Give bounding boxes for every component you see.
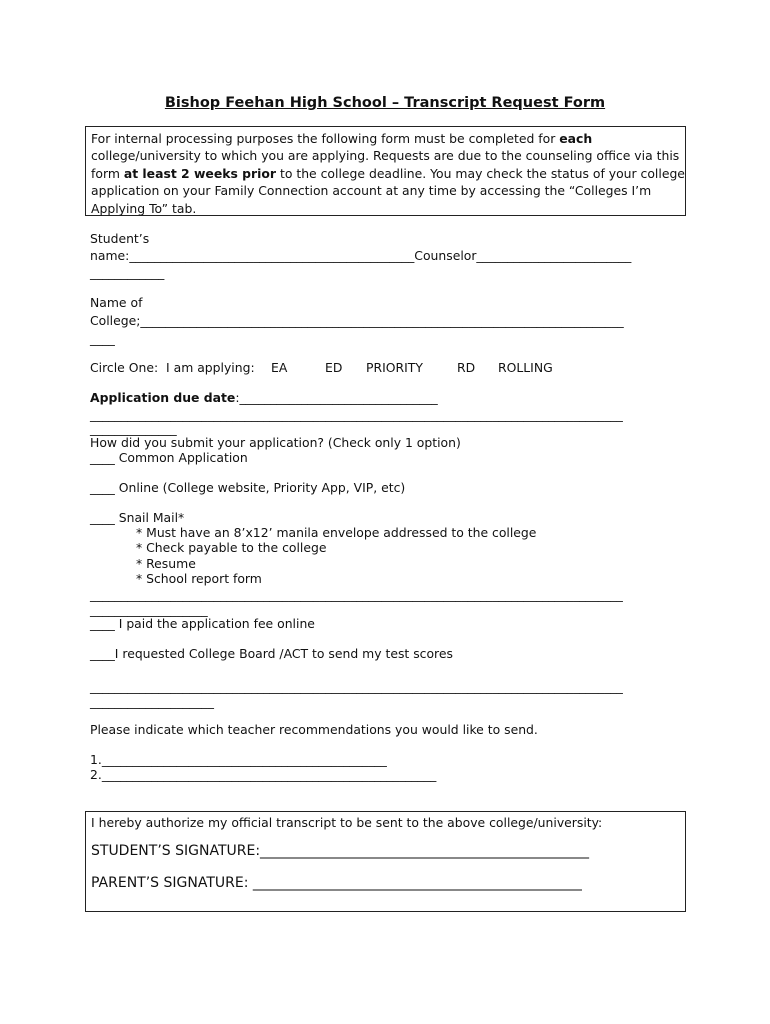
parent-signature-field[interactable]: PARENT’S SIGNATURE: _______________________________________________ — [91, 875, 582, 891]
recommendations-prompt: Please indicate which teacher recommendations you would like to send. — [90, 722, 538, 737]
intro-bold-deadline: at least 2 weeks prior — [123, 165, 277, 181]
due-date-blank: :________________________________ — [235, 390, 438, 405]
separator-line-short: ___________________ — [90, 602, 208, 617]
due-date-field[interactable] — [90, 390, 438, 405]
option-priority[interactable]: PRIORITY — [366, 360, 423, 375]
intro-part2: college/university to which you are applying. Requests are due to the counseling office via this form — [91, 148, 680, 181]
checkbox-paid-fee[interactable]: ____ I paid the application fee online — [90, 616, 315, 631]
separator-line-short: ____________________ — [90, 694, 214, 709]
college-line-continuation[interactable]: ____ — [90, 331, 115, 346]
recommendation-field-1[interactable]: 1.______________________________________________ — [90, 752, 387, 767]
checkbox-snail-mail[interactable]: ____ Snail Mail* — [90, 510, 185, 525]
checkbox-test-scores[interactable]: ____I requested College Board /ACT to send my test scores — [90, 646, 453, 661]
snail-mail-bullet: * Resume — [136, 556, 196, 571]
form-title: Bishop Feehan High School – Transcript Request Form — [164, 95, 606, 111]
separator-line: ______________________________________________________________________________________ — [90, 407, 623, 422]
option-rd[interactable]: RD — [457, 360, 476, 375]
intro-part3: to the college deadline. You may check the status of your college application on your Family Connection account at any time by accessing the “Colleges I’m Applying To” tab. — [91, 165, 685, 216]
authorization-text: I hereby authorize my official transcript to be sent to the above college/university: — [91, 815, 603, 830]
separator-line: ______________________________________________________________________________________ — [90, 679, 623, 694]
student-signature-field[interactable]: STUDENT’S SIGNATURE:_______________________________________________ — [91, 843, 590, 859]
submit-question: How did you submit your application? (Check only 1 option) — [90, 435, 461, 450]
intro-part1: For internal processing purposes the following form must be completed for — [91, 131, 560, 146]
checkbox-common-app[interactable]: ____ Common Application — [90, 450, 248, 465]
circle-one-label: Circle One: I am applying: — [90, 360, 255, 375]
option-ea[interactable]: EA — [271, 360, 288, 375]
due-date-label: Application due date — [90, 390, 236, 405]
student-counselor-field[interactable]: name:______________________________________________Counselor_________________________ — [90, 248, 632, 263]
intro-box — [85, 126, 686, 216]
separator-line: ______________________________________________________________________________________ — [90, 587, 623, 602]
intro-bold-each: each — [559, 131, 593, 146]
authorization-box — [85, 811, 686, 912]
option-ed[interactable]: ED — [325, 360, 343, 375]
separator-line-short: ______________ — [90, 421, 177, 436]
snail-mail-bullet: * Check payable to the college — [136, 540, 327, 555]
college-field[interactable]: College;______________________________________________________________________________ — [90, 313, 624, 328]
college-label: Name of — [90, 295, 143, 310]
snail-mail-bullet: * School report form — [136, 571, 262, 586]
student-label: Student’s — [90, 231, 150, 246]
snail-mail-bullet: * Must have an 8’x12’ manila envelope addressed to the college — [136, 525, 537, 540]
option-rolling[interactable]: ROLLING — [498, 360, 553, 375]
intro-text — [91, 130, 686, 217]
checkbox-online[interactable]: ____ Online (College website, Priority App, VIP, etc) — [90, 480, 406, 495]
student-line-continuation[interactable]: ____________ — [90, 265, 165, 280]
recommendation-field-2[interactable]: 2.______________________________________________________ — [90, 767, 437, 782]
